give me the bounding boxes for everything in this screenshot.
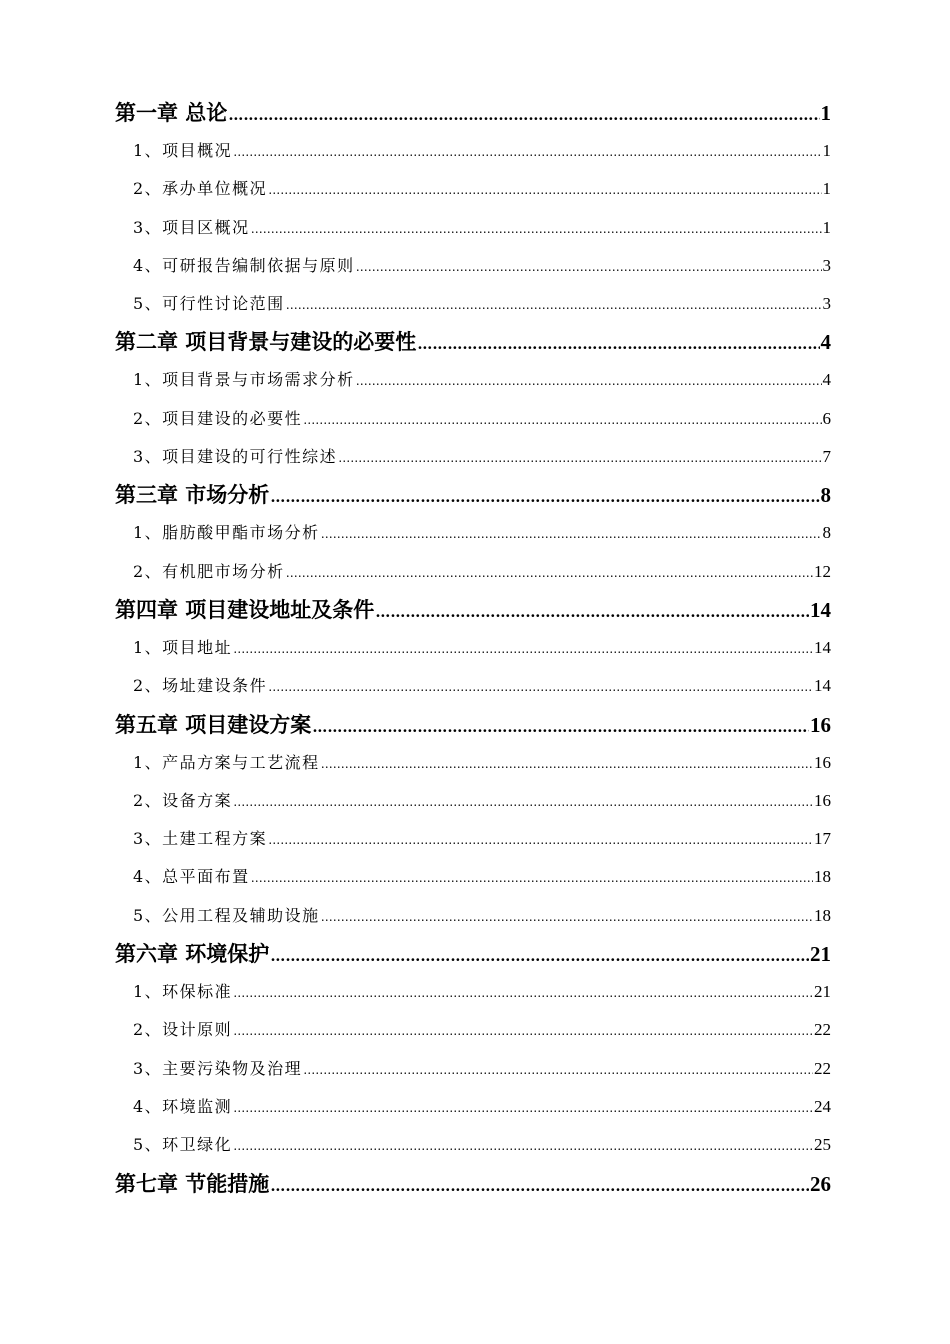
dot-leader <box>233 630 813 667</box>
toc-page-number: 18 <box>814 905 831 925</box>
dot-leader <box>303 401 821 438</box>
toc-section-entry[interactable] <box>115 438 831 476</box>
dot-leader <box>321 898 813 935</box>
toc-entry-title: 4、总平面布置 <box>133 867 250 887</box>
toc-page-number: 24 <box>814 1096 831 1116</box>
toc-entry-title: 1、产品方案与工艺流程 <box>133 752 320 772</box>
toc-page-number: 26 <box>810 1171 831 1196</box>
toc-page-number: 22 <box>814 1020 831 1040</box>
toc-entry-title: 第六章 环境保护 <box>115 941 270 967</box>
dot-leader <box>268 821 813 858</box>
toc-page-number: 4 <box>820 330 831 355</box>
toc-entry-title: 2、有机肥市场分析 <box>133 561 285 581</box>
toc-entry-title: 1、环保标准 <box>133 982 233 1002</box>
dot-leader <box>233 974 813 1011</box>
toc-section-entry[interactable] <box>115 361 831 399</box>
dot-leader <box>303 1051 813 1088</box>
toc-section-entry[interactable] <box>115 514 831 552</box>
toc-section-entry[interactable] <box>115 285 831 323</box>
dot-leader <box>228 96 819 132</box>
toc-entry-title: 5、公用工程及辅助设施 <box>133 905 320 925</box>
toc-entry-title: 3、项目建设的可行性综述 <box>133 447 338 467</box>
toc-entry-title: 第四章 项目建设地址及条件 <box>115 596 375 622</box>
toc-page-number: 1 <box>820 101 831 125</box>
toc-section-entry[interactable] <box>115 209 831 247</box>
dot-leader <box>233 1012 813 1049</box>
toc-page-number: 8 <box>820 483 831 508</box>
dot-leader <box>356 248 822 285</box>
dot-leader <box>375 593 809 629</box>
toc-chapter-entry[interactable] <box>115 476 831 514</box>
dot-leader <box>233 783 813 820</box>
toc-entry-title: 4、可研报告编制依据与原则 <box>133 255 355 275</box>
toc-entry-title: 3、土建工程方案 <box>133 829 268 849</box>
toc-section-entry[interactable] <box>115 1011 831 1049</box>
toc-chapter-entry[interactable] <box>115 591 831 629</box>
toc-section-entry[interactable] <box>115 820 831 858</box>
toc-section-entry[interactable] <box>115 400 831 438</box>
toc-section-entry[interactable] <box>115 667 831 705</box>
toc-entry-title: 3、主要污染物及治理 <box>133 1058 303 1078</box>
dot-leader <box>338 439 821 476</box>
toc-entry-title: 第二章 项目背景与建设的必要性 <box>115 329 417 355</box>
toc-chapter-entry[interactable] <box>115 94 831 132</box>
toc-entry-title: 5、可行性讨论范围 <box>133 294 285 314</box>
dot-leader <box>233 1089 813 1126</box>
dot-leader <box>321 515 822 552</box>
dot-leader <box>312 708 809 744</box>
toc-page-number: 22 <box>814 1058 831 1078</box>
toc-section-entry[interactable] <box>115 629 831 667</box>
toc-chapter-entry[interactable] <box>115 1165 831 1203</box>
toc-section-entry[interactable] <box>115 132 831 170</box>
toc-page-number: 17 <box>814 829 831 849</box>
dot-leader <box>251 210 822 247</box>
toc-section-entry[interactable] <box>115 897 831 935</box>
toc-page-number: 16 <box>814 752 831 772</box>
toc-entry-title: 第七章 节能措施 <box>115 1170 270 1196</box>
toc-entry-title: 3、项目区概况 <box>133 217 250 237</box>
toc-chapter-entry[interactable] <box>115 706 831 744</box>
toc-entry-title: 2、场址建设条件 <box>133 676 268 696</box>
toc-page-number: 16 <box>814 790 831 810</box>
toc-entry-title: 1、项目地址 <box>133 637 233 657</box>
dot-leader <box>268 668 813 705</box>
toc-section-entry[interactable] <box>115 858 831 896</box>
toc-entry-title: 4、环境监测 <box>133 1096 233 1116</box>
toc-page-number: 18 <box>814 867 831 887</box>
dot-leader <box>417 325 819 361</box>
toc-entry-title: 1、脂肪酸甲酯市场分析 <box>133 523 320 543</box>
toc-section-entry[interactable] <box>115 1126 831 1164</box>
dot-leader <box>233 133 821 170</box>
dot-leader <box>233 1127 813 1164</box>
toc-section-entry[interactable] <box>115 1088 831 1126</box>
toc-page-number: 25 <box>814 1135 831 1155</box>
toc-entry-title: 2、项目建设的必要性 <box>133 408 303 428</box>
toc-section-entry[interactable] <box>115 1050 831 1088</box>
toc-entry-title: 2、承办单位概况 <box>133 179 268 199</box>
toc-page-number: 3 <box>822 294 831 314</box>
dot-leader <box>268 171 821 208</box>
toc-page-number: 14 <box>814 637 831 657</box>
toc-page-number: 7 <box>822 447 831 467</box>
toc-page-number: 14 <box>810 597 831 622</box>
toc-page-number: 1 <box>822 141 831 160</box>
toc-entry-title: 第五章 项目建设方案 <box>115 711 312 737</box>
toc-entry-title: 第三章 市场分析 <box>115 482 270 508</box>
toc-chapter-entry[interactable] <box>115 323 831 361</box>
toc-entry-title: 5、环卫绿化 <box>133 1135 233 1155</box>
toc-page-number: 21 <box>814 982 831 1002</box>
dot-leader <box>286 286 822 323</box>
toc-page-number: 1 <box>822 217 831 237</box>
toc-entry-title: 1、项目概况 <box>133 141 233 160</box>
toc-entry-title: 第一章 总论 <box>115 100 228 125</box>
toc-section-entry[interactable] <box>115 170 831 208</box>
toc-page-number: 6 <box>822 408 831 428</box>
toc-page-number: 8 <box>822 523 831 543</box>
dot-leader <box>321 745 813 782</box>
dot-leader <box>270 937 809 973</box>
toc-entry-title: 1、项目背景与市场需求分析 <box>133 370 355 390</box>
dot-leader <box>356 362 822 399</box>
table-of-contents <box>115 94 831 1203</box>
toc-section-entry[interactable] <box>115 782 831 820</box>
dot-leader <box>251 859 813 896</box>
toc-chapter-entry[interactable] <box>115 935 831 973</box>
toc-page-number: 1 <box>822 179 831 199</box>
toc-page-number: 4 <box>822 370 831 390</box>
toc-entry-title: 2、设计原则 <box>133 1020 233 1040</box>
dot-leader <box>286 554 813 591</box>
dot-leader <box>270 478 819 514</box>
toc-section-entry[interactable] <box>115 247 831 285</box>
toc-section-entry[interactable] <box>115 553 831 591</box>
toc-page-number: 3 <box>822 255 831 275</box>
toc-section-entry[interactable] <box>115 744 831 782</box>
toc-page-number: 14 <box>814 676 831 696</box>
toc-section-entry[interactable] <box>115 973 831 1011</box>
toc-page-number: 16 <box>810 712 831 737</box>
toc-entry-title: 2、设备方案 <box>133 790 233 810</box>
toc-page-number: 21 <box>810 942 831 967</box>
dot-leader <box>270 1167 809 1203</box>
toc-page-number: 12 <box>814 561 831 581</box>
